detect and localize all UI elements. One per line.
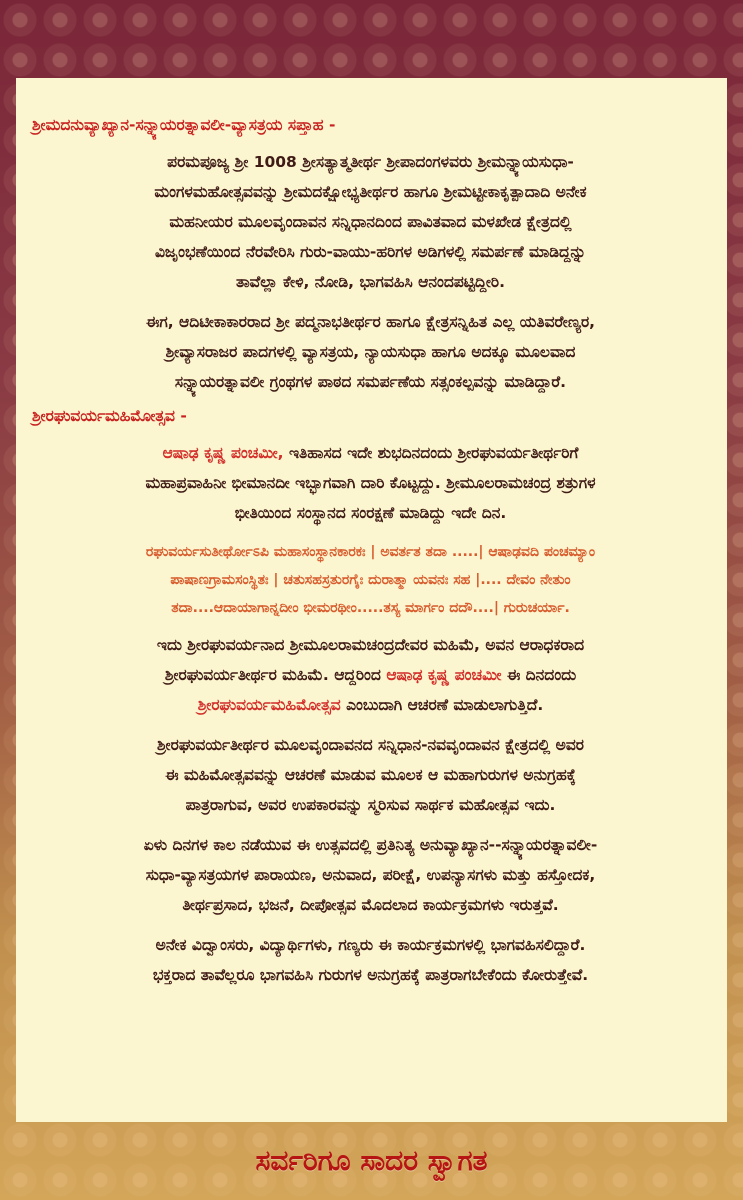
- paragraph-text: ಈ ದಿನದಂದು: [501, 666, 577, 684]
- paragraph-text: ಶ್ರೀರಘುವರ್ಯತೀರ್ಥರ ಮಹಿಮೆ. ಆದ್ದರಿಂದ: [164, 666, 387, 684]
- paragraph-line: ಅನೇಕ ವಿದ್ವಾಂಸರು, ವಿದ್ಯಾರ್ಥಿಗಳು, ಗಣ್ಯರು ಈ ಕಾರ್ಯಕ್ರಮಗಳಲ್ಲಿ ಭಾಗವಹಿಸಲಿದ್ದಾರೆ.: [155, 936, 586, 954]
- paragraph-intro: [32, 147, 709, 297]
- section-heading-raghuvarya: ಶ್ರೀರಘುವರ್ಯಮಹಿಮೋತ್ಸವ -: [32, 407, 187, 425]
- paragraph-line: ಏಳು ದಿನಗಳ ಕಾಲ ನಡೆಯುವ ಈ ಉತ್ಸವದಲ್ಲಿ ಪ್ರತಿನಿತ್ಯ ಅನುವ್ಯಾಖ್ಯಾನ--ಸನ್ನ್ಯಾಯರತ್ನಾವಲೀ-: [143, 836, 598, 854]
- paragraph-line: [32, 690, 709, 720]
- paragraph-line: ಈ ಮಹಿಮೋತ್ಸವವನ್ನು ಆಚರಣೆ ಮಾಡುವ ಮೂಲಕ ಆ ಮಹಾಗುರುಗಳ ಅನುಗ್ರಹಕ್ಕೆ: [165, 766, 576, 784]
- verse-line: ತದಾ....ಆದಾಯಾಗಾನ್ನದೀಂ ಭೀಮರಥೀಂ.....ತಸ್ಯ ಮಾರ್ಗಂ ದದೌ....| ಗುರುಚರ್ಯಾ.: [171, 600, 570, 616]
- paragraph-line: ಶ್ರೀರಘುವರ್ಯತೀರ್ಥರ ಮೂಲವೃಂದಾವನದ ಸನ್ನಿಧಾನ-ನವವೃಂದಾವನ ಕ್ಷೇತ್ರದಲ್ಲಿ ಅವರ: [156, 736, 584, 754]
- paragraph-line: ಶ್ರೀವ್ಯಾಸರಾಜರ ಪಾದಗಳಲ್ಲಿ ವ್ಯಾಸತ್ರಯ, ನ್ಯಾಯಸುಧಾ ಹಾಗೂ ಅದಕ್ಕೂ ಮೂಲವಾದ: [165, 343, 576, 361]
- highlight-festival: ಶ್ರೀರಘುವರ್ಯಮಹಿಮೋತ್ಸವ: [197, 696, 341, 714]
- paragraph-line: ಪಾತ್ರರಾಗುವ, ಅವರ ಉಪಕಾರವನ್ನು ಸ್ಮರಿಸುವ ಸಾರ್ಥಕ ಮಹೋತ್ಸವ ಇದು.: [185, 796, 556, 814]
- paragraph-line: ಈಗ, ಆದಿಟೀಕಾಕಾರರಾದ ಶ್ರೀ ಪದ್ಮನಾಭತೀರ್ಥರ ಹಾಗೂ ಕ್ಷೇತ್ರಸನ್ನಿಹಿತ ಎಲ್ಲ ಯತಿವರೇಣ್ಯರ,: [145, 313, 596, 331]
- paragraph-line: [32, 660, 709, 690]
- verse-line: ಪಾಷಾಣಗ್ರಾಮಸಂಸ್ಥಿತಃ | ಚತುಸಹಸ್ರತುರಗೈಃ ದುರಾತ್ಮಾ ಯವನಃ ಸಹ |.... ದೇವಂ ನೇತುಂ: [170, 572, 571, 588]
- paragraph-line: ಮಂಗಳಮಹೋತ್ಸವವನ್ನು ಶ್ರೀಮದಕ್ಷೋಭ್ಯತೀರ್ಥರ ಹಾಗೂ ಶ್ರೀಮಟ್ಟೀಕಾಕೃತ್ಪಾದಾದಿ ಅನೇಕ: [154, 183, 587, 201]
- paragraph-text: ಎಂಬುದಾಗಿ ಆಚರಣೆ ಮಾಡುಲಾಗುತ್ತಿದೆ.: [340, 696, 544, 714]
- highlight-date: ಆಷಾಢ ಕೃಷ್ಣ ಪಂಚಮೀ: [386, 666, 502, 684]
- welcome-banner: ಸರ್ವರಿಗೂ ಸಾದರ ಸ್ವಾಗತ: [255, 1144, 488, 1177]
- announcement-panel: [16, 78, 727, 1122]
- section-heading-nyayasudha: ಶ್ರೀಮದನುವ್ಯಾಖ್ಯಾನ-ಸನ್ನ್ಯಾಯರತ್ನಾವಲೀ-ವ್ಯಾಸತ್ರಯ ಸಪ್ತಾಹ -: [32, 116, 336, 134]
- sanskrit-verse: [32, 538, 709, 622]
- paragraph-line: ಮಹನೀಯರ ಮೂಲವೃಂದಾವನ ಸನ್ನಿಧಾನದಿಂದ ಪಾವಿತವಾದ ಮಳಖೇಡ ಕ್ಷೇತ್ರದಲ್ಲಿ: [169, 213, 572, 231]
- paragraph-line: ತೀರ್ಥಪ್ರಸಾದ, ಭಜನೆ, ದೀಪೋತ್ಸವ ಮೊದಲಾದ ಕಾರ್ಯಕ್ರಮಗಳು ಇರುತ್ತವೆ.: [182, 896, 559, 914]
- paragraph-history: [32, 438, 709, 528]
- paragraph-invitation: [32, 930, 709, 990]
- paragraph-line: ವಿಜೃಂಭಣೆಯಿಂದ ನೆರವೇರಿಸಿ ಗುರು-ವಾಯು-ಹರಿಗಳ ಅಡಿಗಳಲ್ಲಿ ಸಮರ್ಪಣೆ ಮಾಡಿದ್ದನ್ನು: [154, 243, 587, 261]
- paragraph-line: ಪರಮಪೂಜ್ಯ ಶ್ರೀ 1008 ಶ್ರೀಸತ್ಯಾತ್ಮತೀರ್ಥ ಶ್ರೀಪಾದಂಗಳವರು ಶ್ರೀಮನ್ನ್ಯಾಯಸುಧಾ-: [167, 153, 574, 171]
- paragraph-line: ಇದು ಶ್ರೀರಘುವರ್ಯನಾದ ಶ್ರೀಮೂಲರಾಮಚಂದ್ರದೇವರ ಮಹಿಮೆ, ಅವನ ಆರಾಧಕರಾದ: [156, 636, 585, 654]
- paragraph-line: ತಾವೆಲ್ಲಾ ಕೇಳಿ, ನೋಡಿ, ಭಾಗವಹಿಸಿ ಆನಂದಪಟ್ಟಿದ್ದೀರಿ.: [236, 273, 505, 291]
- paragraph-line: ಸನ್ನ್ಯಾಯರತ್ನಾವಲೀ ಗ್ರಂಥಗಳ ಪಾಠದ ಸಮರ್ಪಣೆಯ ಸತ್ಸಂಕಲ್ಪವನ್ನು ಮಾಡಿದ್ದಾರೆ.: [174, 373, 567, 391]
- verse-line: ರಘುವರ್ಯಸುತೀರ್ಥೋಽಪಿ ಮಹಾಸಂಸ್ಥಾನಕಾರಕಃ | ಅವರ್ತತ ತದಾ .....| ಆಷಾಢವದಿ ಪಂಚಮ್ಯಾಂ: [145, 544, 596, 560]
- paragraph-line: ಭಕ್ತರಾದ ತಾವೆಲ್ಲರೂ ಭಾಗವಹಿಸಿ ಗುರುಗಳ ಅನುಗ್ರಹಕ್ಕೆ ಪಾತ್ರರಾಗಬೇಕೆಂದು ಕೋರುತ್ತೇವೆ.: [152, 966, 589, 984]
- paragraph-text: ಇತಿಹಾಸದ ಇದೇ ಶುಭದಿನದಂದು ಶ್ರೀರಘುವರ್ಯತೀರ್ಥರಿಗೆ: [283, 444, 579, 462]
- paragraph-mahime: [32, 630, 709, 720]
- paragraph-line: ಸುಧಾ-ವ್ಯಾಸತ್ರಯಗಳ ಪಾರಾಯಣ, ಅನುವಾದ, ಪರೀಕ್ಷೆ, ಉಪನ್ಯಾಸಗಳು ಮತ್ತು ಹಸ್ತೋದಕ,: [145, 866, 596, 884]
- paragraph-line: ಮಹಾಪ್ರವಾಹಿನೀ ಭೀಮಾನದೀ ಇಬ್ಭಾಗವಾಗಿ ದಾರಿ ಕೊಟ್ಟದ್ದು. ಶ್ರೀಮೂಲರಾಮಚಂದ್ರ ಶತ್ರುಗಳ: [145, 474, 596, 492]
- paragraph-line: ಭೀತಿಯಿಂದ ಸಂಸ್ಥಾನದ ಸಂರಕ್ಷಣೆ ಮಾಡಿದ್ದು ಇದೇ ದಿನ.: [234, 504, 507, 522]
- paragraph-programs: [32, 830, 709, 920]
- paragraph-line: [32, 438, 709, 468]
- highlight-date: ಆಷಾಢ ಕೃಷ್ಣ ಪಂಚಮೀ,: [162, 444, 284, 462]
- paragraph-significance: [32, 730, 709, 820]
- paragraph-sankalpa: [32, 307, 709, 397]
